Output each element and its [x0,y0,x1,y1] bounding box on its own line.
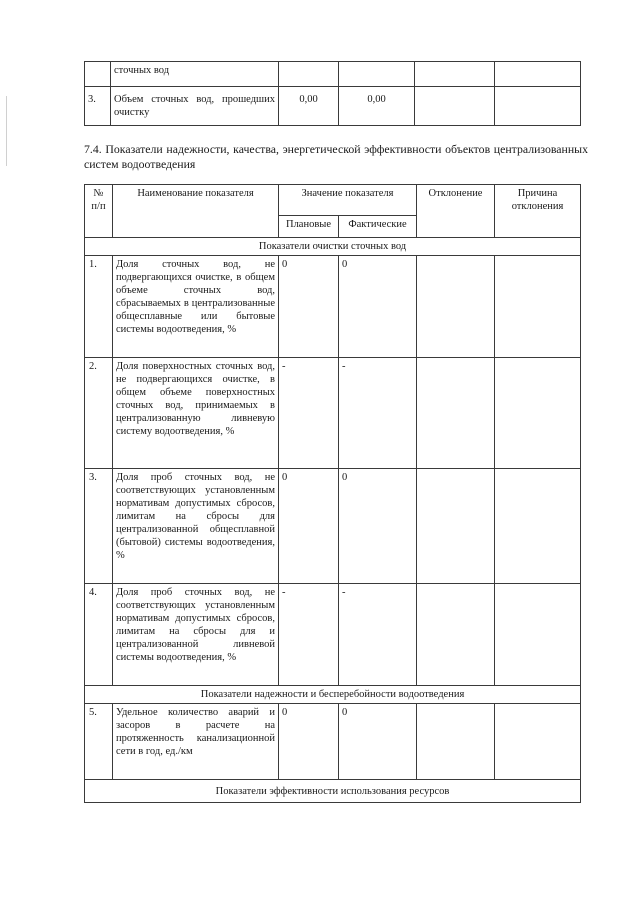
table-row [85,584,581,686]
num-cell: 3. [85,87,111,126]
header-planned: Плановые [279,216,339,238]
num-cell: 5. [85,704,113,780]
deviation-cell [417,584,495,686]
reason-cell [495,62,581,87]
reason-cell [495,584,581,686]
name-cell: Удельное количество аварий и засоров в расчете на протяженность канализационной сети в год, ед./км [113,704,279,780]
header-name: Наименование показателя [113,185,279,238]
header-deviation: Отклонение [417,185,495,238]
table-row [85,62,581,87]
continued-table [84,61,581,126]
deviation-cell [417,704,495,780]
reason-cell [495,87,581,126]
header-reason: Причина отклонения [495,185,581,238]
num-cell: 2. [85,358,113,469]
scan-margin-mark [6,96,7,166]
header-num: № п/п [85,185,113,238]
group-title: Показатели надежности и бесперебойности водоотведения [85,686,581,704]
group-title: Показатели эффективности использования ресурсов [85,780,581,803]
table-row [85,358,581,469]
planned-cell: 0 [279,704,339,780]
planned-cell: - [279,358,339,469]
reason-cell [495,469,581,584]
actual-cell: 0,00 [339,87,415,126]
actual-cell: 0 [339,469,417,584]
actual-cell: 0 [339,704,417,780]
table-header-row [85,185,581,216]
group-row [85,238,581,256]
section-heading: 7.4. Показатели надежности, качества, энергетической эффективности объектов централизованных систем водоотведения [84,142,588,171]
name-cell: Доля поверхностных сточных вод, не подвергающихся очистке, в общем объеме поверхностных сточных вод, принимаемых в централизованную ливневую систему водоотведения, % [113,358,279,469]
planned-cell [279,62,339,87]
num-cell [85,62,111,87]
num-cell: 3. [85,469,113,584]
planned-cell: 0 [279,469,339,584]
name-cell: сточных вод [111,62,279,87]
name-cell: Доля проб сточных вод, не соответствующих установленным нормативам допустимых сбросов, лимитам на сбросы для централизованной общесплавной (бытовой) системы водоотведения, % [113,469,279,584]
num-cell: 4. [85,584,113,686]
table-row [85,704,581,780]
group-title: Показатели очистки сточных вод [85,238,581,256]
planned-cell: 0 [279,256,339,358]
header-actual: Фактические [339,216,417,238]
deviation-cell [415,87,495,126]
table-row [85,469,581,584]
planned-cell: - [279,584,339,686]
reason-cell [495,256,581,358]
actual-cell [339,62,415,87]
header-value: Значение показателя [279,185,417,216]
reason-cell [495,704,581,780]
name-cell: Объем сточных вод, прошедших очистку [111,87,279,126]
actual-cell: - [339,358,417,469]
deviation-cell [417,256,495,358]
table-row [85,87,581,126]
deviation-cell [417,469,495,584]
actual-cell: 0 [339,256,417,358]
deviation-cell [415,62,495,87]
num-cell: 1. [85,256,113,358]
actual-cell: - [339,584,417,686]
deviation-cell [417,358,495,469]
name-cell: Доля сточных вод, не подвергающихся очистке, в общем объеме сточных вод, сбрасываемых в централизованные общесплавные или бытовые системы водоотведения, % [113,256,279,358]
group-row [85,780,581,803]
name-cell: Доля проб сточных вод, не соответствующих установленным нормативам допустимых сбросов, лимитам на сбросы для и централизованной ливневой системы водоотведения, % [113,584,279,686]
planned-cell: 0,00 [279,87,339,126]
indicators-table [84,184,581,803]
table-row [85,256,581,358]
reason-cell [495,358,581,469]
group-row [85,686,581,704]
